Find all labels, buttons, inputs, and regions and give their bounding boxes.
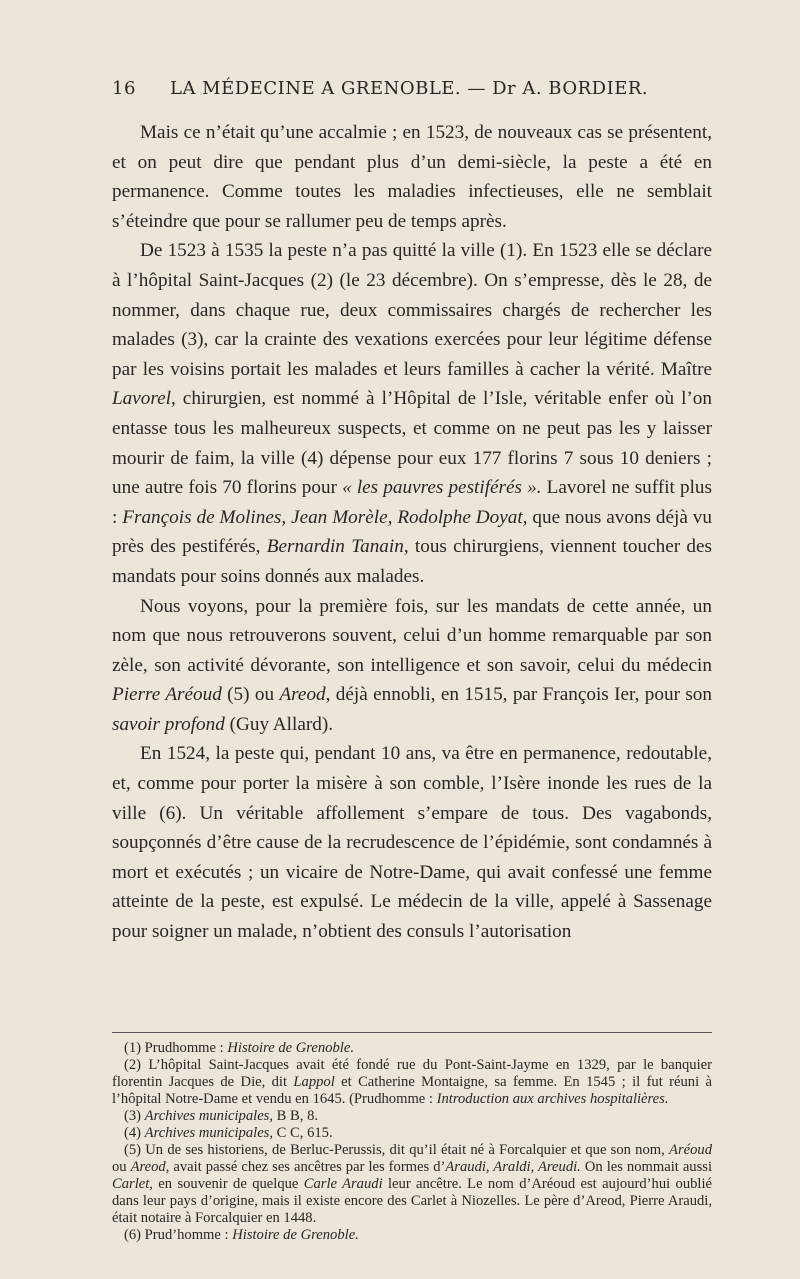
name-lavorel: Lavorel [112,388,171,410]
name-variant: Areod, [130,1159,170,1175]
name-variant: Carle Araudi [303,1176,383,1192]
text-run: (5) Un de ses historiens, de Berluc-Perussis, dit qu’il était né à Forcalquier et que son nom, [124,1142,670,1158]
footnote-6 [112,1227,712,1244]
text-run: (1) Prudhomme : [124,1040,228,1056]
name-tanain: Bernardin Tanain [266,536,404,558]
footnotes [112,1040,712,1244]
footnote-3 [112,1108,712,1125]
text-run: leur ancêtre. Le nom d’Aréoud est aujourd’hui oublié dans leur pays d’origine, mais il existe encore des Carlet à Niozelles. Le père d’Areod, Pierre Araudi, était notaire à Forcalquier en 1448. [112,1176,713,1226]
footnote-1 [112,1040,712,1057]
page-header [112,78,712,99]
text-run: De 1523 à 1535 la peste n’a pas quitté la ville (1). En 1523 elle se déclare à l’hôpital Saint-Jacques (2) (le 23 décembre). On s’empresse, dès le 28, de nommer, dans chaque rue, deux commissaires chargés de rechercher les malades (3), car la crainte des vexations exercées pour leur légitime défense par les voisins portait les malades et leurs familles à cacher la vérité. Maître [112,240,712,380]
text-run: , chirurgien, est nommé à l’Hôpital de l’Isle, véritable enfer où l’on entasse tous les malheureux suspects, et comme on ne peut pas les y laisser mourir de faim, la ville (4) dépense pour eux 177 florins 7 sous 10 deniers ; une autre fois 70 florins pour [112,388,712,499]
work-title: Archives municipales, [144,1108,274,1124]
text-run: avait passé chez ses ancêtres par les formes d’ [169,1159,446,1175]
text-run: (2) L’hôpital Saint-Jacques avait été fondé rue du Pont-Saint-Jayme en 1329, par le banquier florentin Jacques de Die, dit [112,1057,712,1090]
quote-pauvres-pestiferes: « les pauvres pestiférés ». [342,477,542,499]
work-title: Histoire de Grenoble. [232,1227,359,1243]
main-text [112,118,712,947]
text-run: Lavorel ne suffit plus : [112,477,712,528]
name-variant: Carlet, [112,1176,153,1192]
text-run: (6) Prud’homme : [124,1227,233,1243]
paragraph-3 [112,592,712,740]
text-run: (4) [124,1125,145,1141]
text-run: et Catherine Montaigne, sa femme. En 1545 ; il fut réuni à l’hôpital Notre-Dame et vendu en 1645. (Prudhomme : [112,1074,712,1107]
name-lappol: Lappol [293,1074,335,1090]
phrase-savoir-profond: savoir profond [112,713,225,735]
work-title: Introduction aux archives hospitalières. [436,1091,669,1107]
text-run: , déjà ennobli, en 1515, par François Ier, pour son [325,684,712,706]
names-surgeons: François de Molines, Jean Morèle, Rodolphe Doyat, [122,506,528,528]
text-run: que nous avons déjà vu près des pestiférés, [112,506,712,558]
text-run: (5) ou [221,684,280,706]
text-run: , tous chirurgiens, viennent toucher des mandats pour soins donnés aux malades. [112,536,712,587]
text-run: C C, 615. [273,1125,333,1141]
paragraph-1: Mais ce n’était qu’une accalmie ; en 1523, de nouveaux cas se présentent, et on peut dire que pendant plus d’un demi-siècle, la peste a été en permanence. Comme toutes les maladies infectieuses, elle ne semblait s’éteindre que pour se rallumer peu de temps après. [112,122,712,232]
footnote-2 [112,1057,712,1108]
footnote-5 [112,1142,712,1227]
name-areod: Areod [279,684,326,706]
text-run: (3) [124,1108,145,1124]
paragraph-2 [112,236,712,591]
text-run: On les nommait aussi [580,1159,713,1175]
text-run: Nous voyons, pour la première fois, sur les mandats de cette année, un nom que nous retrouverons souvent, celui d’un homme remarquable par son zèle, son activité dévorante, son intelligence et son savoir, celui du médecin [112,595,712,676]
text-run: ou [112,1159,131,1175]
name-areoud: Pierre Aréoud [112,684,222,706]
text-run: en souvenir de quelque [152,1176,304,1192]
running-title: LA MÉDECINE A GRENOBLE. — Dr A. BORDIER. [170,78,649,99]
paragraph-4: En 1524, la peste qui, pendant 10 ans, va être en permanence, redoutable, et, comme pour porter la misère à son comble, l’Isère inonde les rues de la ville (6). Un véritable affollement s’empare de tous. Des vagabonds, soupçonnés d’être cause de la recrudescence de l’épidémie, sont condamnés à mort et exécutés ; un vicaire de Notre-Dame, qui avait confessé une femme atteinte de la peste, est expulsé. Le médecin de la ville, appelé à Sassenage pour soigner un malade, n’obtient des consuls l’autorisation [112,743,712,943]
work-title: Archives municipales, [144,1125,274,1141]
page-number: 16 [112,78,136,99]
footnote-divider [112,1032,712,1033]
footnote-4 [112,1125,712,1142]
name-variant: Aréoud [669,1142,712,1158]
text-run: (Guy Allard). [224,713,334,735]
text-run: B B, 8. [273,1108,319,1124]
work-title: Histoire de Grenoble. [227,1040,354,1056]
name-variant: Araudi, Araldi, Areudi. [445,1159,581,1175]
